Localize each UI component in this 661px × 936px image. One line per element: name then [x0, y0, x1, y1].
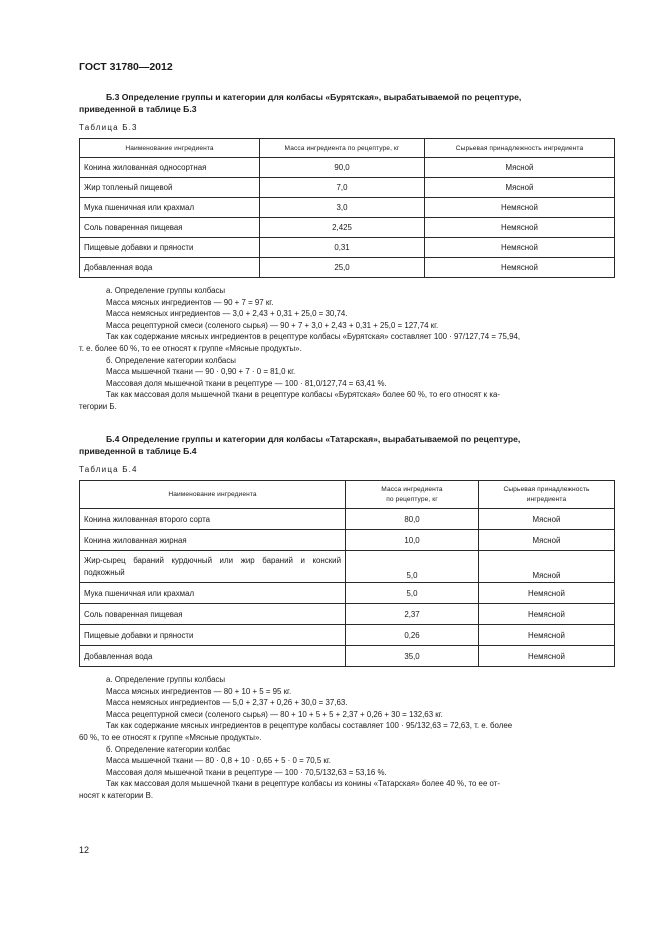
ingredient-mass: 3,0: [260, 198, 425, 218]
ingredient-mass: 10,0: [346, 530, 479, 551]
ingredient-mass: 2,37: [346, 604, 479, 625]
note-line: 60 %, то ее относят к группе «Мясные продукты».: [79, 732, 262, 742]
table-header-row: [80, 481, 615, 509]
note-line: носят к категории В.: [79, 790, 154, 800]
ingredient-category: Немясной: [425, 218, 615, 238]
table-row: [80, 604, 615, 625]
ingredient-category: Немясной: [425, 198, 615, 218]
column-header-line: по рецептуре, кг: [386, 495, 438, 503]
column-header: Сырьевая принадлежность ингредиента: [425, 139, 615, 158]
note-line: а. Определение группы колбасы: [106, 286, 226, 295]
ingredient-mass: 80,0: [346, 509, 479, 530]
column-header: Наименование ингредиента: [80, 139, 260, 158]
section-b3-title: [79, 91, 614, 115]
column-header-line: ингредиента: [526, 495, 567, 503]
column-header: Наименование ингредиента: [80, 481, 346, 509]
table-row: [80, 158, 615, 178]
ingredient-mass: 5,0: [346, 551, 479, 583]
ingredient-name: Конина жилованная жирная: [80, 530, 346, 551]
ingredient-name: Пищевые добавки и пряности: [80, 238, 260, 258]
note-line: Так как массовая доля мышечной ткани в рецептуре колбасы «Бурятская» более 60 %, то его относят к ка-: [106, 390, 500, 400]
ingredient-mass: 0,31: [260, 238, 425, 258]
ingredient-name: Конина жилованная односортная: [80, 158, 260, 178]
note-line: Так как содержание мясных ингредиентов в рецептуре колбасы составляет 100 · 95/132,63 = 72,63, т. е. более: [106, 721, 513, 731]
ingredient-category: Немясной: [479, 625, 615, 646]
page-number: 12: [79, 845, 90, 855]
table-b3-label: Таблица Б.3: [79, 123, 138, 132]
calculation-notes-b4: [79, 674, 614, 802]
note-line: Масса мышечной ткани — 80 · 0,8 + 10 · 0,65 + 5 · 0 = 70,5 кг.: [106, 756, 331, 766]
section-b4: [79, 433, 614, 802]
table-row: [80, 551, 615, 583]
note-line: Массовая доля мышечной ткани в рецептуре — 100 · 81,0/127,74 = 63,41 %.: [106, 378, 387, 388]
note-line: Масса рецептурной смеси (соленого сырья) — 90 + 7 + 3,0 + 2,43 + 0,31 + 25,0 = 127,74 кг.: [106, 320, 439, 330]
ingredient-category: Немясной: [479, 583, 615, 604]
ingredient-name: Пищевые добавки и пряности: [80, 625, 346, 646]
ingredient-category: Мясной: [479, 551, 615, 583]
ingredient-name: Жир топленый пищевой: [80, 178, 260, 198]
section-b3: [79, 91, 614, 413]
ingredient-category: Немясной: [479, 604, 615, 625]
ingredient-name: Соль поваренная пищевая: [80, 218, 260, 238]
section-b3-title-line2: приведенной в таблице Б.3: [79, 104, 197, 114]
ingredient-category: Немясной: [479, 646, 615, 667]
standard-header: ГОСТ 31780—2012: [79, 61, 173, 73]
ingredient-category: Мясной: [425, 158, 615, 178]
ingredient-category: Мясной: [479, 509, 615, 530]
note-line: Масса немясных ингредиентов — 3,0 + 2,43 + 0,31 + 25,0 = 30,74.: [106, 309, 348, 319]
ingredient-category: Немясной: [425, 258, 615, 278]
ingredient-name: Конина жилованная второго сорта: [80, 509, 346, 530]
column-header: [479, 481, 615, 509]
table-row: [80, 625, 615, 646]
ingredient-name: Мука пшеничная или крахмал: [80, 583, 346, 604]
table-row: [80, 218, 615, 238]
note-line: т. е. более 60 %, то ее относят к группе «Мясные продукты».: [79, 343, 302, 353]
ingredient-name: Соль поваренная пищевая: [80, 604, 346, 625]
note-line: б. Определение категории колбасы: [106, 355, 236, 365]
table-b4: [79, 480, 615, 667]
note-line: Масса рецептурной смеси (соленого сырья) — 80 + 10 + 5 + 5 + 2,37 + 0,26 + 30 = 132,63 кг.: [106, 709, 443, 719]
table-b3: [79, 138, 615, 278]
section-b4-title: [79, 433, 614, 457]
ingredient-category: Мясной: [425, 178, 615, 198]
ingredient-name: Мука пшеничная или крахмал: [80, 198, 260, 218]
table-row: [80, 198, 615, 218]
ingredient-mass: 2,425: [260, 218, 425, 238]
table-row: [80, 178, 615, 198]
note-line: Масса мясных ингредиентов — 80 + 10 + 5 = 95 кг.: [106, 686, 292, 696]
note-line: б. Определение категории колбас: [106, 744, 231, 754]
ingredient-mass: 0,26: [346, 625, 479, 646]
table-row: [80, 258, 615, 278]
section-b3-title-line1: Б.3 Определение группы и категории для колбасы «Бурятская», вырабатываемой по рецептуре,: [106, 92, 522, 102]
column-header: Масса ингредиента по рецептуре, кг: [260, 139, 425, 158]
calculation-notes-b3: [79, 285, 614, 413]
table-row: [80, 583, 615, 604]
ingredient-mass: 25,0: [260, 258, 425, 278]
ingredient-mass: 90,0: [260, 158, 425, 178]
note-line: а. Определение группы колбасы: [106, 675, 226, 684]
note-line: Массовая доля мышечной ткани в рецептуре — 100 · 70,5/132,63 = 53,16 %.: [106, 767, 387, 777]
ingredient-category: Немясной: [425, 238, 615, 258]
table-row: [80, 509, 615, 530]
note-line: Так как содержание мясных ингредиентов в рецептуре колбасы «Бурятская» составляет 100 · 97/127,74 = 75,94,: [106, 332, 521, 342]
column-header-line: Масса ингредиента: [381, 485, 443, 493]
ingredient-category: Мясной: [479, 530, 615, 551]
ingredient-name: Жир-сырец бараний курдючный или жир бараний и конский подкожный: [80, 551, 346, 583]
table-row: [80, 646, 615, 667]
note-line: тегории Б.: [79, 401, 117, 411]
table-row: [80, 530, 615, 551]
section-b4-title-line1: Б.4 Определение группы и категории для колбасы «Татарская», вырабатываемой по рецептуре,: [106, 434, 521, 444]
table-b4-label: Таблица Б.4: [79, 465, 138, 474]
ingredient-name: Добавленная вода: [80, 258, 260, 278]
ingredient-mass: 7,0: [260, 178, 425, 198]
column-header: [346, 481, 479, 509]
ingredient-name: Добавленная вода: [80, 646, 346, 667]
ingredient-mass: 5,0: [346, 583, 479, 604]
note-line: Масса мышечной ткани — 90 · 0,90 + 7 · 0 = 81,0 кг.: [106, 367, 296, 377]
column-header-line: Сырьевая принадлежность: [503, 485, 590, 493]
section-b4-title-line2: приведенной в таблице Б.4: [79, 446, 197, 456]
table-row: [80, 238, 615, 258]
note-line: Масса немясных ингредиентов — 5,0 + 2,37 + 0,26 + 30,0 = 37,63.: [106, 698, 348, 708]
note-line: Так как массовая доля мышечной ткани в рецептуре колбасы из конины «Татарская» более 40 %, то ее от-: [106, 779, 500, 789]
ingredient-mass: 35,0: [346, 646, 479, 667]
table-header-row: [80, 139, 615, 158]
note-line: Масса мясных ингредиентов — 90 + 7 = 97 кг.: [106, 297, 274, 307]
